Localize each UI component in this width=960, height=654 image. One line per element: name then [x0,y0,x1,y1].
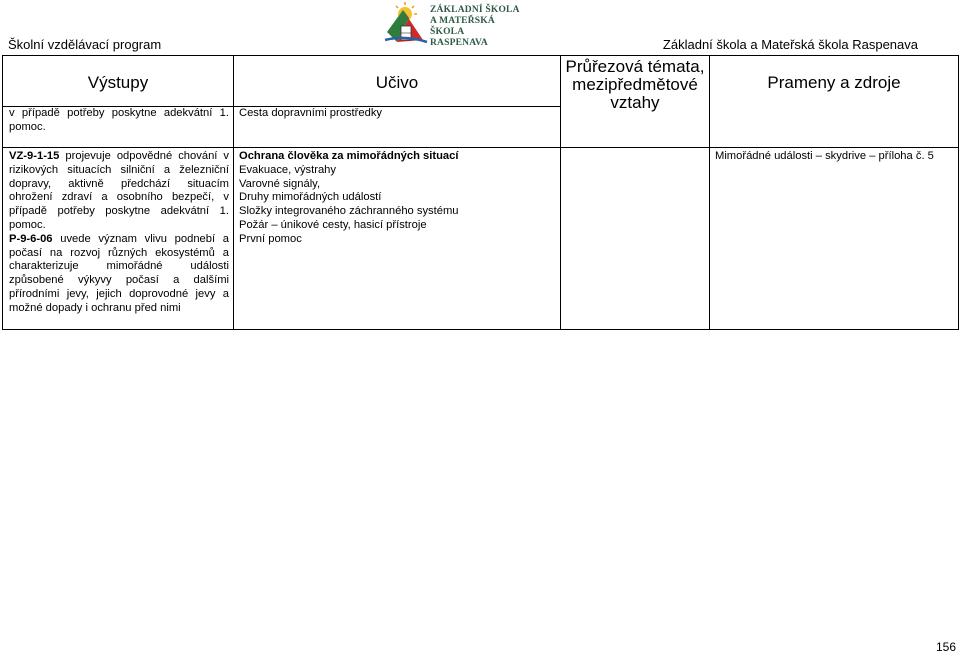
outcome-text: projevuje odpovědné chování v rizikových situacích silniční a železniční dopravy, aktivně předchází situacím ohrožení zdraví a osobního bezpečí, v případě potřeby poskytne adekvátní 1. pomoc. [9,150,230,231]
list-item: Evakuace, výstrahy [239,163,337,176]
list-item: První pomoc [239,232,302,245]
list-item: Varovné signály, [239,177,321,190]
header-program-title: Školní vzdělávací program [8,37,162,52]
page-number: 156 [935,640,956,654]
outcome-code: P-9-6-06 [9,232,53,245]
outcome-continuation: v případě potřeby poskytne adekvátní 1. pomoc. [3,107,234,148]
header-school-name: Základní škola a Mateřská škola Raspenava [662,37,918,52]
list-item: Požár – únikové cesty, hasicí přístroje [239,218,427,231]
ucivo-cell [234,148,561,330]
header-ucivo: Učivo [234,56,561,107]
school-logo-icon [383,2,429,46]
prurezova-cell [561,148,710,330]
list-item: Druhy mimořádných událostí [239,191,382,204]
table-row [3,148,959,330]
outcome-vz-9-1-15 [9,150,229,233]
ucivo-title: Ochrana člověka za mimořádných situací [239,150,459,162]
header-prameny: Prameny a zdroje [710,56,959,148]
logo-text-line1: ZÁKLADNÍ ŠKOLA [430,5,520,15]
outcome-text: uvede význam vlivu podnebí a počasí na rozvoj různých ekosystémů a charakterizuje mimořádné události způsobené výkyvy počasí a dalšími přírodními jevy, jejich doprovodné jevy a možné dopady i ochranu před nimi [9,232,229,314]
ucivo-cesta: Cesta dopravními prostředky [234,107,561,148]
list-item: Složky integrovaného záchranného systému [239,205,459,218]
prameny-cell: Mimořádné události – skydrive – příloha č. 5 [710,148,959,330]
logo-text-line3: RASPENAVA [430,38,488,48]
curriculum-table [2,55,959,330]
header-prurezova-temata: Průřezová témata, mezipředmětové vztahy [561,56,710,148]
table-header-row [3,56,959,107]
outcomes-cell [3,148,234,330]
outcome-code: VZ-9-1-15 [9,150,60,162]
header-vystupy: Výstupy [3,56,234,107]
outcome-p-9-6-06 [9,233,229,316]
logo-text-line2: A MATEŘSKÁ ŠKOLA [430,16,495,37]
school-logo [383,2,523,46]
